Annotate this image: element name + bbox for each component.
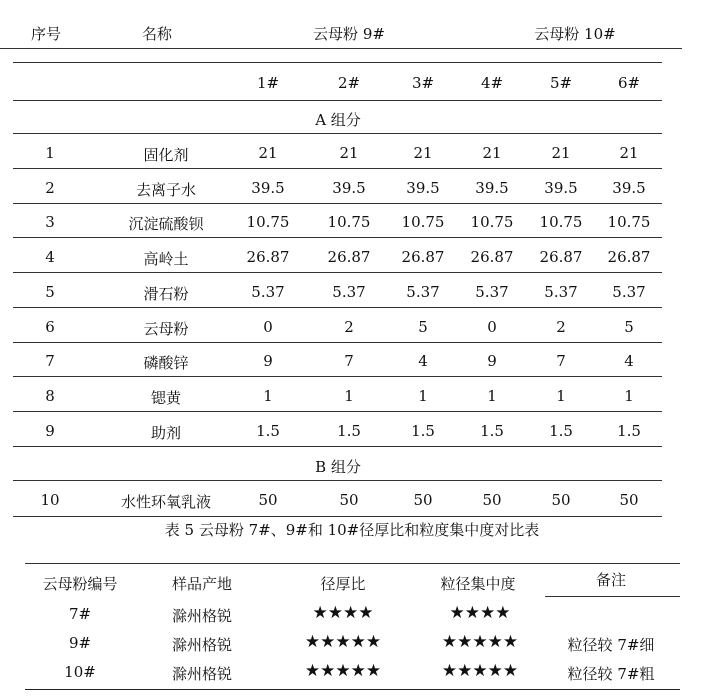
cell-value: 5.37 [475, 282, 509, 301]
rule [13, 168, 662, 169]
cell-value: 21 [339, 144, 359, 162]
row-index: 2 [45, 178, 55, 197]
row-index: 1 [45, 144, 55, 162]
cell-value: 7 [556, 352, 566, 371]
cell-value: 39.5 [406, 178, 440, 197]
row-index: 3 [45, 213, 55, 232]
row-index: 9 [45, 421, 55, 440]
sample-label: 5# [549, 74, 573, 92]
cell-value: 26.87 [539, 248, 583, 267]
concentration-stars: ★★★★★ [441, 632, 519, 652]
mica-id: 7# [68, 605, 92, 623]
sample-label: 3# [411, 74, 435, 92]
cell-value: 39.5 [251, 178, 285, 197]
cell-value: 50 [339, 491, 359, 509]
concentration-stars: ★★★★ [449, 603, 511, 623]
cell-value: 5 [418, 317, 428, 336]
cell-value: 39.5 [332, 178, 366, 197]
origin: 滁州格锐 [171, 636, 233, 654]
sample-label: 1# [256, 74, 280, 92]
header-index: 序号 [30, 25, 62, 43]
table5-caption: 表 5 云母粉 7#、9#和 10#径厚比和粒度集中度对比表 [164, 521, 540, 539]
rule [13, 446, 662, 447]
cell-value: 1 [263, 386, 273, 405]
rule [25, 563, 680, 564]
cell-value: 1 [344, 386, 354, 405]
cell-value: 10.75 [470, 213, 514, 232]
cell-value: 50 [619, 491, 639, 509]
rule [13, 133, 662, 134]
section-b-label: B 组分 [315, 458, 361, 476]
cell-value: 10.75 [401, 213, 445, 232]
cell-value: 0 [263, 317, 273, 336]
rule [13, 203, 662, 204]
sample-label: 6# [617, 74, 641, 92]
cell-value: 50 [413, 491, 433, 509]
note: 粒径较 7#细 [567, 636, 655, 654]
mica-id: 9# [68, 634, 92, 652]
note-header-rule [545, 596, 680, 597]
row-name: 锶黄 [150, 388, 182, 407]
cell-value: 26.87 [401, 248, 445, 267]
row-name: 助剂 [150, 423, 182, 442]
row-name: 沉淀硫酸钡 [128, 215, 204, 234]
row-name: 磷酸锌 [143, 354, 189, 373]
rule [13, 376, 662, 377]
cell-value: 1.5 [411, 421, 435, 440]
table5-header: 粒径集中度 [440, 575, 516, 593]
note: 粒径较 7#粗 [567, 665, 655, 683]
cell-value: 5.37 [612, 282, 646, 301]
cell-value: 5.37 [406, 282, 440, 301]
cell-value: 21 [482, 144, 502, 162]
cell-value: 21 [413, 144, 433, 162]
table5-header: 备注 [595, 571, 627, 589]
table5-header: 径厚比 [320, 575, 366, 593]
cell-value: 4 [624, 352, 634, 371]
header-group-10: 云母粉 10# [534, 25, 616, 43]
ratio-stars: ★★★★★ [304, 632, 382, 652]
cell-value: 4 [418, 352, 428, 371]
cell-value: 50 [258, 491, 278, 509]
header-rule [0, 48, 682, 49]
cell-value: 5.37 [544, 282, 578, 301]
cell-value: 5.37 [251, 282, 285, 301]
cell-value: 1 [556, 386, 566, 405]
row-index: 10 [40, 491, 60, 509]
cell-value: 50 [551, 491, 571, 509]
origin: 滁州格锐 [171, 607, 233, 625]
cell-value: 39.5 [475, 178, 509, 197]
cell-value: 5.37 [332, 282, 366, 301]
row-index: 8 [45, 386, 55, 405]
ratio-stars: ★★★★ [312, 603, 374, 623]
rule [13, 100, 662, 101]
rule [13, 342, 662, 343]
cell-value: 10.75 [327, 213, 371, 232]
row-index: 7 [45, 352, 55, 371]
cell-value: 9 [263, 352, 273, 371]
cell-value: 50 [482, 491, 502, 509]
row-index: 4 [45, 248, 55, 267]
row-index: 5 [45, 282, 55, 301]
table5-header: 云母粉编号 [42, 575, 118, 593]
row-name: 云母粉 [143, 319, 189, 338]
cell-value: 9 [487, 352, 497, 371]
row-name: 水性环氧乳液 [120, 493, 212, 511]
cell-value: 10.75 [246, 213, 290, 232]
cell-value: 26.87 [470, 248, 514, 267]
cell-value: 10.75 [539, 213, 583, 232]
cell-value: 10.75 [607, 213, 651, 232]
sample-label: 2# [337, 74, 361, 92]
bottom-rule [25, 689, 680, 690]
ratio-stars: ★★★★★ [304, 661, 382, 681]
rule [13, 237, 662, 238]
row-name: 滑石粉 [143, 284, 189, 303]
header-name: 名称 [141, 25, 173, 43]
cell-value: 21 [258, 144, 278, 162]
cell-value: 26.87 [327, 248, 371, 267]
cell-value: 1.5 [549, 421, 573, 440]
rule [13, 516, 662, 517]
cell-value: 2 [344, 317, 354, 336]
section-a-label: A 组分 [315, 111, 361, 129]
cell-value: 26.87 [246, 248, 290, 267]
cell-value: 39.5 [544, 178, 578, 197]
cell-value: 1 [487, 386, 497, 405]
mica-id: 10# [64, 663, 96, 681]
cell-value: 1.5 [256, 421, 280, 440]
cell-value: 1.5 [617, 421, 641, 440]
cell-value: 21 [619, 144, 639, 162]
table5-header: 样品产地 [171, 575, 233, 593]
concentration-stars: ★★★★★ [441, 661, 519, 681]
row-index: 6 [45, 317, 55, 336]
row-name: 高岭土 [143, 250, 189, 269]
rule [13, 307, 662, 308]
rule [13, 272, 662, 273]
rule [13, 411, 662, 412]
cell-value: 0 [487, 317, 497, 336]
cell-value: 2 [556, 317, 566, 336]
cell-value: 1.5 [337, 421, 361, 440]
rule [13, 480, 662, 481]
origin: 滁州格锐 [171, 665, 233, 683]
row-name: 固化剂 [143, 146, 189, 164]
cell-value: 1 [418, 386, 428, 405]
cell-value: 7 [344, 352, 354, 371]
cell-value: 5 [624, 317, 634, 336]
row-name: 去离子水 [135, 180, 197, 199]
cell-value: 1 [624, 386, 634, 405]
header-group-9: 云母粉 9# [313, 25, 385, 43]
cell-value: 39.5 [612, 178, 646, 197]
cell-value: 1.5 [480, 421, 504, 440]
rule [13, 62, 662, 63]
cell-value: 21 [551, 144, 571, 162]
sample-label: 4# [480, 74, 504, 92]
cell-value: 26.87 [607, 248, 651, 267]
